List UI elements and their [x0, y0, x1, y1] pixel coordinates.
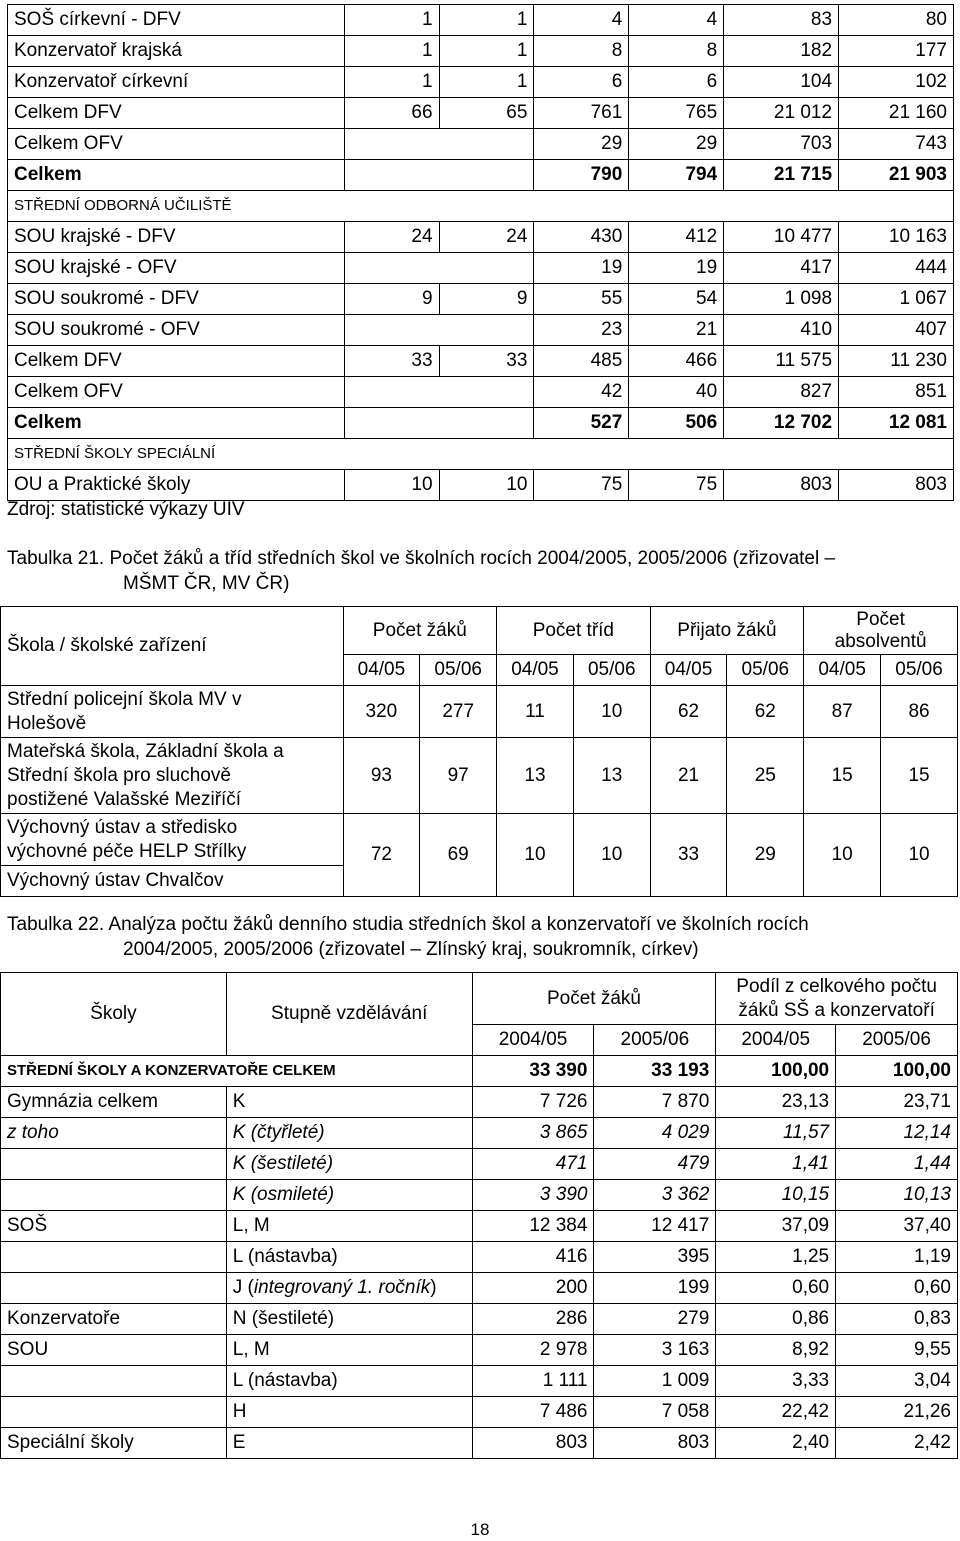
school-name: Výchovný ústav Chvalčov [1, 866, 344, 897]
school-type [1, 1180, 227, 1211]
table-cell: 11 230 [839, 346, 954, 377]
table-cell: 10,13 [836, 1180, 958, 1211]
table-cell: 33 390 [472, 1056, 594, 1087]
table-cell: 527 [534, 408, 629, 439]
school-type [1, 1149, 227, 1180]
table-cell: 23,13 [716, 1087, 836, 1118]
school-type: z toho [1, 1118, 227, 1149]
table-cell: 803 [472, 1428, 594, 1459]
table-cell: 703 [724, 129, 839, 160]
table-cell: 4 [534, 5, 629, 36]
empty-cell [344, 160, 534, 191]
page-number: 18 [470, 1520, 490, 1539]
caption-22 [7, 912, 809, 962]
group-header: Přijato žáků [650, 607, 804, 655]
table-cell: 2 978 [472, 1335, 594, 1366]
table-cell: 23,71 [836, 1087, 958, 1118]
table-cell: 1 [344, 67, 439, 98]
table-cell: 54 [629, 284, 724, 315]
empty-cell [344, 377, 534, 408]
table-cell: 6 [534, 67, 629, 98]
table-cell: 395 [594, 1242, 716, 1273]
caption-21-line2: MŠMT ČR, MV ČR) [123, 573, 290, 594]
school-type: SOŠ [1, 1211, 227, 1242]
education-level: L, M [226, 1335, 472, 1366]
table-row [1, 1335, 958, 1366]
table-cell: 15 [881, 738, 958, 814]
school-type: Speciální školy [1, 1428, 227, 1459]
table-cell: 1,19 [836, 1242, 958, 1273]
table-row [1, 1087, 958, 1118]
table-cell: 87 [804, 686, 881, 738]
table-cell: 29 [629, 129, 724, 160]
school-type [1, 1366, 227, 1397]
group-header: Počet žáků [343, 607, 497, 655]
table-cell: 1 067 [839, 284, 954, 315]
caption-21 [7, 546, 835, 596]
row-label: OU a Praktické školy [8, 470, 345, 501]
table-row [1, 1242, 958, 1273]
school-name: Mateřská škola, Základní škola a Střední škola pro sluchově postižené Valašské Meziříčí [1, 738, 344, 814]
caption-21-number: Tabulka 21. [7, 548, 105, 569]
table-cell: 42 [534, 377, 629, 408]
education-level: L (nástavba) [226, 1366, 472, 1397]
table-cell: 72 [343, 814, 420, 897]
empty-cell [344, 408, 534, 439]
table-cell: 10 [881, 814, 958, 897]
education-level: K (osmileté) [226, 1180, 472, 1211]
table-cell: 1 [344, 36, 439, 67]
total-label [1, 1056, 473, 1087]
table-cell: 827 [724, 377, 839, 408]
table-row [1, 1211, 958, 1242]
education-level: N (šestileté) [226, 1304, 472, 1335]
table-cell: 80 [839, 5, 954, 36]
row-label: Celkem OFV [8, 129, 345, 160]
table-cell: 93 [343, 738, 420, 814]
caption-21-line1: Počet žáků a tříd středních škol ve školních rocích 2004/2005, 2005/2006 (zřizovatel – [109, 548, 836, 569]
table-cell: 66 [344, 98, 439, 129]
table-row [8, 191, 954, 222]
caption-22-number: Tabulka 22. [7, 914, 105, 935]
table-cell: 10 [439, 470, 534, 501]
row-label: Celkem DFV [8, 346, 345, 377]
table-row [8, 377, 954, 408]
table-cell: 9 [439, 284, 534, 315]
row-label: SOŠ církevní - DFV [8, 5, 345, 36]
table-cell: 33 [439, 346, 534, 377]
year-header: 05/06 [881, 655, 958, 686]
header-stupen: Stupně vzdělávání [226, 973, 472, 1056]
table-cell: 10 477 [724, 222, 839, 253]
table-cell: 83 [724, 5, 839, 36]
table-cell: 29 [727, 814, 804, 897]
table-cell: 3 362 [594, 1180, 716, 1211]
table-cell: 8 [534, 36, 629, 67]
table-cell: 7 870 [594, 1087, 716, 1118]
table-cell: 12 081 [839, 408, 954, 439]
year-header: 04/05 [804, 655, 881, 686]
table-cell: 412 [629, 222, 724, 253]
table-cell: 320 [343, 686, 420, 738]
table-row [8, 160, 954, 191]
year-header: 04/05 [343, 655, 420, 686]
table-cell: 21 [629, 315, 724, 346]
table-cell: 0,60 [836, 1273, 958, 1304]
header-pocet: Počet žáků [472, 973, 716, 1025]
table-cell: 69 [420, 814, 497, 897]
table-row [1, 1149, 958, 1180]
table-row [8, 36, 954, 67]
year-header: 2005/06 [594, 1025, 716, 1056]
table-cell: 19 [534, 253, 629, 284]
table-cell: 23 [534, 315, 629, 346]
total-label-text: STŘEDNÍ ŠKOLY A KONZERVATOŘE CELKEM [7, 1062, 336, 1079]
table-cell: 199 [594, 1273, 716, 1304]
table-cell: 790 [534, 160, 629, 191]
enrollment-table [7, 4, 954, 501]
table-cell: 33 193 [594, 1056, 716, 1087]
table-cell: 37,40 [836, 1211, 958, 1242]
table-cell: 417 [724, 253, 839, 284]
table-cell: 0,86 [716, 1304, 836, 1335]
table-cell: 200 [472, 1273, 594, 1304]
school-type: Konzervatoře [1, 1304, 227, 1335]
table-cell: 1 098 [724, 284, 839, 315]
table-cell: 100,00 [716, 1056, 836, 1087]
year-header: 2004/05 [716, 1025, 836, 1056]
table-cell: 15 [804, 738, 881, 814]
table-cell: 479 [594, 1149, 716, 1180]
row-label: SOU krajské - DFV [8, 222, 345, 253]
table-cell: 65 [439, 98, 534, 129]
table-row [8, 5, 954, 36]
table-cell: 10 [497, 814, 574, 897]
education-level: H [226, 1397, 472, 1428]
table-cell: 4 029 [594, 1118, 716, 1149]
table-cell: 10 163 [839, 222, 954, 253]
table-row [8, 253, 954, 284]
table-row [8, 129, 954, 160]
table-cell: 466 [629, 346, 724, 377]
row-label: Konzervatoř církevní [8, 67, 345, 98]
table-cell: 11 575 [724, 346, 839, 377]
year-header: 04/05 [497, 655, 574, 686]
table-cell: 851 [839, 377, 954, 408]
table-cell: 7 486 [472, 1397, 594, 1428]
year-header: 05/06 [420, 655, 497, 686]
table-cell: 10,15 [716, 1180, 836, 1211]
table-22 [0, 972, 958, 1459]
group-header: Počet absolventů [804, 607, 958, 655]
table-cell: 1,44 [836, 1149, 958, 1180]
table-row [8, 222, 954, 253]
table-cell: 9 [344, 284, 439, 315]
table-cell: 9,55 [836, 1335, 958, 1366]
table-cell: 803 [839, 470, 954, 501]
table-cell: 22,42 [716, 1397, 836, 1428]
table-cell: 430 [534, 222, 629, 253]
education-level: K (šestileté) [226, 1149, 472, 1180]
table-cell: 8 [629, 36, 724, 67]
table-row [8, 284, 954, 315]
table-cell: 40 [629, 377, 724, 408]
section-header: STŘEDNÍ ŠKOLY SPECIÁLNÍ [8, 439, 954, 470]
table-cell: 279 [594, 1304, 716, 1335]
row-label: SOU soukromé - OFV [8, 315, 345, 346]
table-cell: 3,04 [836, 1366, 958, 1397]
source-note: Zdroj: statistické výkazy UIV [7, 499, 245, 520]
table-cell: 1 111 [472, 1366, 594, 1397]
table-cell: 4 [629, 5, 724, 36]
school-type: Gymnázia celkem [1, 1087, 227, 1118]
school-type [1, 1242, 227, 1273]
empty-cell [344, 129, 534, 160]
table-cell: 11 [497, 686, 574, 738]
table-cell: 0,83 [836, 1304, 958, 1335]
table-cell: 10 [573, 686, 650, 738]
education-level: E [226, 1428, 472, 1459]
table-cell: 10 [804, 814, 881, 897]
table-cell: 11,57 [716, 1118, 836, 1149]
table-cell: 761 [534, 98, 629, 129]
table-cell: 21 [650, 738, 727, 814]
row-label: Celkem [8, 160, 345, 191]
table-cell: 182 [724, 36, 839, 67]
table-cell: 1 [439, 5, 534, 36]
table-cell: 506 [629, 408, 724, 439]
year-header: 2005/06 [836, 1025, 958, 1056]
education-level-note: integrovaný 1. ročník [253, 1277, 431, 1298]
table-cell: 62 [650, 686, 727, 738]
table-cell: 75 [629, 470, 724, 501]
table-row [8, 315, 954, 346]
table-cell: 24 [344, 222, 439, 253]
table-row [1, 1397, 958, 1428]
table-cell: 100,00 [836, 1056, 958, 1087]
table-cell: 2,40 [716, 1428, 836, 1459]
caption-22-line1: Analýza počtu žáků denního studia středních škol a konzervatoří ve školních rocích [108, 914, 809, 935]
table-cell: 1,25 [716, 1242, 836, 1273]
table-row [1, 1366, 958, 1397]
table-cell: 12 702 [724, 408, 839, 439]
table-row [8, 67, 954, 98]
table-cell: 86 [881, 686, 958, 738]
table-cell: 765 [629, 98, 724, 129]
school-type [1, 1273, 227, 1304]
table-cell: 7 058 [594, 1397, 716, 1428]
year-header: 05/06 [727, 655, 804, 686]
table-cell: 3,33 [716, 1366, 836, 1397]
table-cell: 12 384 [472, 1211, 594, 1242]
table-cell: 12,14 [836, 1118, 958, 1149]
education-level: K [226, 1087, 472, 1118]
table-cell: 13 [573, 738, 650, 814]
table-21 [0, 606, 958, 897]
table-cell: 407 [839, 315, 954, 346]
table-cell: 1 009 [594, 1366, 716, 1397]
table-cell: 10 [344, 470, 439, 501]
table-row [8, 470, 954, 501]
school-header: Škola / školské zařízení [1, 607, 344, 686]
row-label: SOU krajské - OFV [8, 253, 345, 284]
table-cell: 803 [594, 1428, 716, 1459]
group-header: Počet tříd [497, 607, 651, 655]
table-cell: 21 012 [724, 98, 839, 129]
table-row [1, 1118, 958, 1149]
table-cell: 33 [650, 814, 727, 897]
table-row [1, 1304, 958, 1335]
table-row [8, 346, 954, 377]
table-row [1, 1180, 958, 1211]
table-cell: 803 [724, 470, 839, 501]
table-cell: 97 [420, 738, 497, 814]
table-cell: 75 [534, 470, 629, 501]
table-cell: 177 [839, 36, 954, 67]
education-level: J (integrovaný 1. ročník) [226, 1273, 472, 1304]
table-cell: 24 [439, 222, 534, 253]
caption-22-line2: 2004/2005, 2005/2006 (zřizovatel – Zlínský kraj, soukromník, církev) [123, 939, 699, 960]
table-cell: 21 160 [839, 98, 954, 129]
table-cell: 25 [727, 738, 804, 814]
table-cell: 37,09 [716, 1211, 836, 1242]
education-level: K (čtyřleté) [226, 1118, 472, 1149]
table-cell: 1,41 [716, 1149, 836, 1180]
row-label: Konzervatoř krajská [8, 36, 345, 67]
table-cell: 12 417 [594, 1211, 716, 1242]
table-cell: 7 726 [472, 1087, 594, 1118]
table-row [1, 1273, 958, 1304]
row-label: SOU soukromé - DFV [8, 284, 345, 315]
table-row [8, 408, 954, 439]
table-cell: 8,92 [716, 1335, 836, 1366]
header-skoly: Školy [1, 973, 227, 1056]
table-cell: 1 [344, 5, 439, 36]
table-cell: 21 903 [839, 160, 954, 191]
table-row [8, 98, 954, 129]
table-cell: 102 [839, 67, 954, 98]
school-type: SOU [1, 1335, 227, 1366]
table-row [8, 439, 954, 470]
table-cell: 743 [839, 129, 954, 160]
year-header: 05/06 [573, 655, 650, 686]
table-row [1, 1428, 958, 1459]
table-cell: 62 [727, 686, 804, 738]
school-type [1, 1397, 227, 1428]
table-cell: 471 [472, 1149, 594, 1180]
table-cell: 277 [420, 686, 497, 738]
table-cell: 0,60 [716, 1273, 836, 1304]
table-cell: 3 163 [594, 1335, 716, 1366]
table-cell: 6 [629, 67, 724, 98]
empty-cell [344, 253, 534, 284]
row-label: Celkem DFV [8, 98, 345, 129]
table-cell: 444 [839, 253, 954, 284]
table-cell: 485 [534, 346, 629, 377]
table-cell: 1 [439, 67, 534, 98]
table-cell: 794 [629, 160, 724, 191]
table-cell: 21,26 [836, 1397, 958, 1428]
table-cell: 21 715 [724, 160, 839, 191]
row-label: Celkem [8, 408, 345, 439]
table-cell: 410 [724, 315, 839, 346]
table-cell: 104 [724, 67, 839, 98]
section-header: STŘEDNÍ ODBORNÁ UČILIŠTĚ [8, 191, 954, 222]
school-name: Střední policejní škola MV v Holešově [1, 686, 344, 738]
table-cell: 10 [573, 814, 650, 897]
table-cell: 286 [472, 1304, 594, 1335]
table-cell: 29 [534, 129, 629, 160]
education-level: L, M [226, 1211, 472, 1242]
table-cell: 416 [472, 1242, 594, 1273]
empty-cell [344, 315, 534, 346]
table-cell: 55 [534, 284, 629, 315]
table-cell: 33 [344, 346, 439, 377]
table-cell: 1 [439, 36, 534, 67]
year-header: 2004/05 [472, 1025, 594, 1056]
year-header: 04/05 [650, 655, 727, 686]
table-cell: 19 [629, 253, 724, 284]
row-label: Celkem OFV [8, 377, 345, 408]
school-name: Výchovný ústav a středisko výchovné péče HELP Střílky [1, 814, 344, 866]
education-level: L (nástavba) [226, 1242, 472, 1273]
table-cell: 2,42 [836, 1428, 958, 1459]
header-podil: Podíl z celkového počtu žáků SŠ a konzervatoří [716, 973, 958, 1025]
table-cell: 3 865 [472, 1118, 594, 1149]
table-cell: 3 390 [472, 1180, 594, 1211]
table-cell: 13 [497, 738, 574, 814]
